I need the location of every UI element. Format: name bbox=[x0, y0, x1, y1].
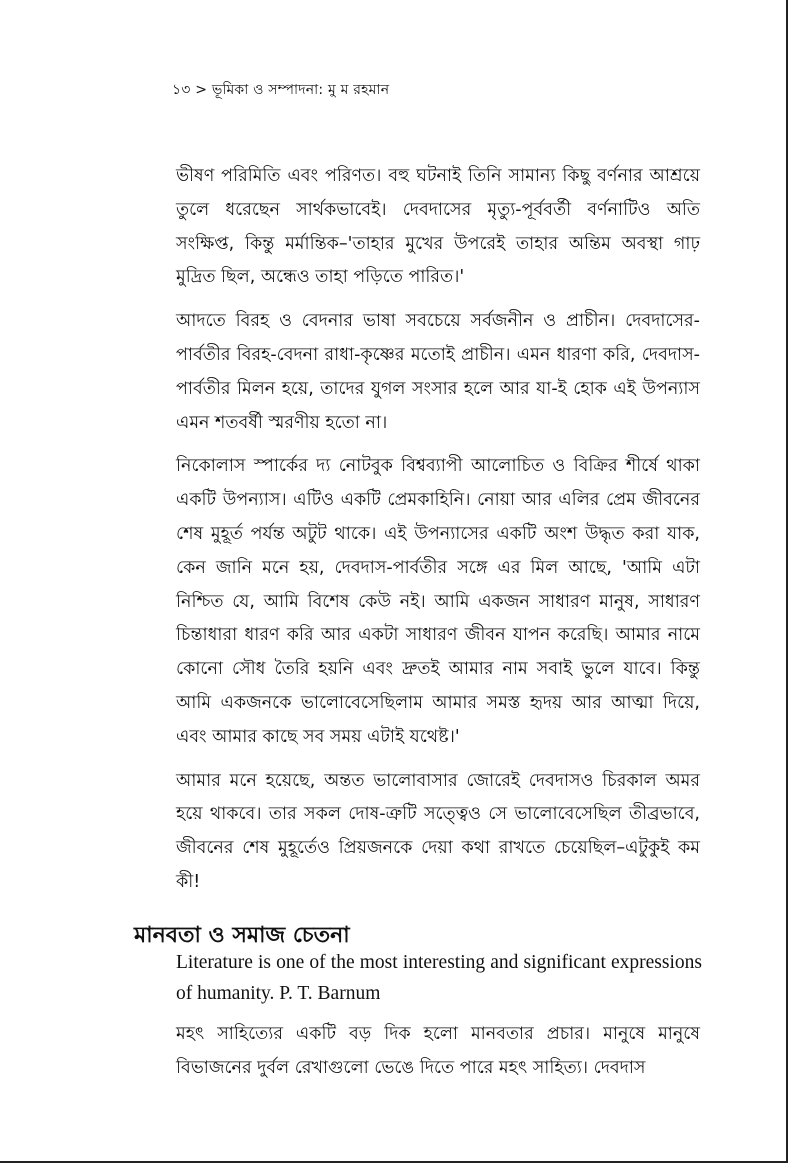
paragraph: আমার মনে হয়েছে, অন্তত ভালোবাসার জোরেই দেবদাসও চিরকাল অমর হয়ে থাকবে। তার সকল দোষ-ত্রুটি সত্ত্বেও সে ভালোবেসেছিল তীব্রভাবে, জীবনের শেষ মুহূর্তেও প্রিয়জনকে দেয়া কথা রাখতে চেয়েছিল–এটুকুই কম কী! bbox=[176, 770, 700, 892]
epigraph-quote: Literature is one of the most interesting and significant expressions of humanity. P. T. Barnum bbox=[176, 952, 702, 1004]
body-text bbox=[176, 160, 700, 910]
section-heading: মানবতা ও সমাজ চেতনা bbox=[134, 923, 350, 948]
paragraph: মহৎ সাহিত্যের একটি বড় দিক হলো মানবতার প্রচার। মানুষে মানুষে বিভাজনের দুর্বল রেখাগুলো ভেঙে দিতে পারে মহৎ সাহিত্য। দেবদাস bbox=[176, 1024, 700, 1078]
paragraph: ভীষণ পরিমিতি এবং পরিণত। বহু ঘটনাই তিনি সামান্য কিছু বর্ণনার আশ্রয়ে তুলে ধরেছেন সার্থকভাবেই। দেবদাসের মৃত্যু-পূর্ববর্তী বর্ণনাটিও অতি সংক্ষিপ্ত, কিন্তু মর্মান্তিক–'তাহার মুখের উপরেই তাহার অন্তিম অবস্থা গাঢ় মুদ্রিত ছিল, অন্ধেও তাহা পড়িতে পারিত।' bbox=[176, 166, 700, 288]
running-header: ১৩ > ভূমিকা ও সম্পাদনা: মু ম রহমান bbox=[172, 82, 390, 98]
paragraph: আদতে বিরহ ও বেদনার ভাষা সবচেয়ে সর্বজনীন ও প্রাচীন। দেবদাসের-পার্বতীর বিরহ-বেদনা রাধা-কৃষ্ণের মতোই প্রাচীন। এমন ধারণা করি, দেবদাস-পার্বতীর মিলন হয়ে, তাদের যুগল সংসার হলে আর যা-ই হোক এই উপন্যাস এমন শতবর্ষী স্মরণীয় হতো না। bbox=[176, 311, 700, 433]
paragraph: নিকোলাস স্পার্কের দ্য নোটবুক বিশ্বব্যাপী আলোচিত ও বিক্রির শীর্ষে থাকা একটি উপন্যাস। এটিও একটি প্রেমকাহিনি। নোয়া আর এলির প্রেম জীবনের শেষ মুহূর্ত পর্যন্ত অটুট থাকে। এই উপন্যাসের একটি অংশ উদ্ধৃত করা যাক, কেন জানি মনে হয়, দেবদাস-পার্বতীর সঙ্গে এর মিল আছে, 'আমি এটা নিশ্চিত যে, আমি বিশেষ কেউ নই। আমি একজন সাধারণ মানুষ, সাধারণ চিন্তাধারা ধারণ করি আর একটা সাধারণ জীবন যাপন করেছি। আমার নামে কোনো সৌধ তৈরি হয়নি এবং দ্রুতই আমার নাম সবাই ভুলে যাবে। কিন্তু আমি একজনকে ভালোবেসেছিলাম আমার সমস্ত হৃদয় আর আত্মা দিয়ে, এবং আমার কাছে সব সময় এটাই যথেষ্ট।' bbox=[176, 456, 700, 747]
